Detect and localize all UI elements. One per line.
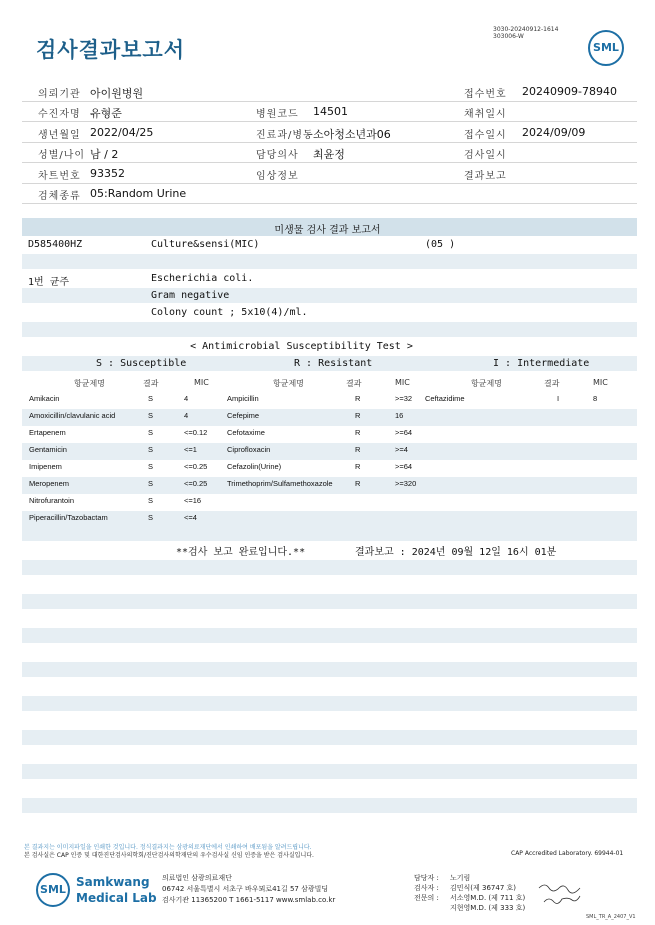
susceptibility-result: S [148, 479, 154, 488]
info-label: 결과보고 [464, 171, 507, 182]
antibiotic-name: Amoxicillin/clavulanic acid [29, 411, 116, 420]
legend-intermediate: I : Intermediate [493, 358, 590, 369]
mic-value: <=4 [184, 513, 197, 522]
info-row [22, 142, 637, 163]
page-title: 검사결과보고서 [36, 38, 186, 62]
info-label: 의뢰기관 [38, 89, 81, 100]
mic-value: <=1 [184, 445, 197, 454]
band [22, 443, 637, 460]
doc-id-line2: 303006-W [493, 33, 524, 40]
info-value: 소아청소년과06 [313, 128, 391, 141]
mic-value: <=0.25 [184, 462, 208, 471]
report-section-title: 미생물 검사 결과 보고서 [274, 225, 381, 236]
susceptibility-result: S [148, 428, 154, 437]
doc-id-line1: 3030-20240912-1614 [493, 26, 559, 33]
info-label: 담당의사 [256, 150, 299, 161]
susceptibility-result: R [355, 479, 361, 488]
antibiotic-name: Imipenem [29, 462, 62, 471]
antibiotic-name: Ciprofloxacin [227, 445, 271, 454]
info-value: 2022/04/25 [90, 126, 154, 139]
org-contact: 검사기관 11365200 T 1661-5117 www.smlab.co.kr [162, 896, 336, 904]
info-row [22, 163, 637, 184]
mic-value: >=64 [395, 428, 413, 437]
info-row [22, 101, 637, 122]
ast-title: < Antimicrobial Susceptibility Test > [190, 341, 413, 352]
ast-header-mic: MIC [194, 378, 209, 387]
band [22, 594, 637, 609]
ast-header-mic: MIC [395, 378, 410, 387]
susceptibility-result: R [355, 462, 361, 471]
info-label: 차트번호 [38, 171, 81, 182]
antibiotic-name: Cefotaxime [227, 428, 265, 437]
antibiotic-name: Meropenem [29, 479, 70, 488]
info-value: 2024/09/09 [522, 126, 586, 139]
ast-header-drug: 항균제명 [471, 379, 502, 388]
info-label: 생년월일 [38, 130, 81, 141]
report-time: 결과보고 : 2024년 09월 12일 16시 01분 [355, 547, 557, 558]
test-code: D585400HZ [28, 239, 83, 250]
antibiotic-name: Ceftazidime [425, 394, 465, 403]
info-label: 병원코드 [256, 109, 299, 120]
antibiotic-name: Ampicillin [227, 394, 259, 403]
info-label: 채취일시 [464, 109, 507, 120]
sml-logo: SML [588, 30, 624, 66]
info-label: 검사일시 [464, 150, 507, 161]
band [22, 254, 637, 269]
susceptibility-result: S [148, 496, 154, 505]
susceptibility-result: S [148, 394, 154, 403]
gram-stain: Gram negative [151, 290, 230, 301]
info-label: 성별/나이 [38, 150, 86, 161]
info-value: 남 / 2 [90, 148, 119, 161]
staff-name: 노기림 [450, 874, 471, 882]
legend-susceptible: S : Susceptible [96, 358, 187, 369]
footer-logo: SML [36, 873, 70, 907]
staff-role: 전문의 : [414, 894, 439, 902]
legend-resistant: R : Resistant [294, 358, 373, 369]
antibiotic-name: Cefazolin(Urine) [227, 462, 282, 471]
info-label: 진료과/병동 [256, 130, 314, 141]
ast-header-result: 결과 [544, 379, 560, 388]
signature-image [536, 880, 586, 910]
info-value: 93352 [90, 167, 125, 180]
completion-message: **검사 보고 완료입니다.** [176, 547, 306, 558]
mic-value: 8 [593, 394, 598, 403]
staff-name: 서소영M.D. (제 711 호) [450, 894, 526, 902]
susceptibility-result: S [148, 513, 154, 522]
staff-name: 김민식(제 36747 호) [450, 884, 516, 892]
band [22, 526, 637, 541]
test-name: Culture&sensi(MIC) [151, 239, 260, 250]
band [22, 730, 637, 745]
antibiotic-name: Trimethoprim/Sulfamethoxazole [227, 479, 333, 488]
info-value: 14501 [313, 105, 348, 118]
mic-value: <=0.12 [184, 428, 208, 437]
info-label: 접수일시 [464, 130, 507, 141]
ast-header-result: 결과 [143, 379, 159, 388]
band [22, 798, 637, 813]
susceptibility-result: R [355, 445, 361, 454]
info-row [22, 183, 637, 204]
info-value: 20240909-78940 [522, 85, 617, 98]
info-row [22, 81, 637, 102]
susceptibility-result: I [557, 394, 560, 403]
band [22, 628, 637, 643]
susceptibility-result: S [148, 445, 154, 454]
test-number: (05 ) [425, 239, 456, 250]
band [22, 560, 637, 575]
band [22, 696, 637, 711]
info-value: 아이원병원 [90, 87, 144, 100]
footer-note-image: 본 결과지는 이미지파일을 인쇄한 것입니다. 정식결과지는 삼광의료재단에서 인쇄하여 배포됨을 알려드립니다. [24, 844, 312, 851]
antibiotic-name: Gentamicin [29, 445, 67, 454]
ast-header-result: 결과 [346, 379, 362, 388]
mic-value: >=64 [395, 462, 413, 471]
staff-name: 지현영M.D. (제 333 호) [450, 904, 526, 912]
susceptibility-result: S [148, 411, 154, 420]
ast-header-drug: 항균제명 [273, 379, 304, 388]
org-address: 06742 서울특별시 서초구 바우뫼로41길 57 삼광빌딩 [162, 885, 329, 893]
info-label: 검체종류 [38, 191, 81, 202]
form-code: SML_TR_A_2407_V1 [586, 914, 636, 920]
info-label: 접수번호 [464, 89, 507, 100]
staff-role: 검사자 : [414, 884, 439, 892]
info-label: 수진자명 [38, 109, 81, 120]
antibiotic-name: Amikacin [29, 394, 60, 403]
band [22, 764, 637, 779]
cap-accreditation: CAP Accredited Laboratory. 69944-01 [511, 850, 624, 857]
ast-header-drug: 항균제명 [74, 379, 105, 388]
ast-header-mic: MIC [593, 378, 608, 387]
mic-value: <=16 [184, 496, 202, 505]
mic-value: 4 [184, 394, 189, 403]
footer-note-cap: 본 검사실은 CAP 인증 및 대한진단검사의학회/진단검사의학재단의 우수검사실 신임 인증을 받은 검사실입니다. [24, 852, 314, 859]
info-value: 05:Random Urine [90, 187, 187, 200]
colony-count: Colony count ; 5x10(4)/ml. [151, 307, 308, 318]
org-name: 의료법인 삼광의료재단 [162, 874, 232, 882]
mic-value: >=4 [395, 445, 408, 454]
info-row [22, 122, 637, 143]
info-value: 유형준 [90, 107, 122, 120]
susceptibility-result: R [355, 411, 361, 420]
antibiotic-name: Nitrofurantoin [29, 496, 75, 505]
staff-role: 담당자 : [414, 874, 439, 882]
organism-label: 1번 균주 [28, 277, 70, 288]
mic-value: >=320 [395, 479, 417, 488]
mic-value: 4 [184, 411, 189, 420]
organism-name: Escherichia coli. [151, 273, 254, 284]
mic-value: 16 [395, 411, 404, 420]
brand-name-2: Medical Lab [76, 891, 157, 905]
antibiotic-name: Piperacillin/Tazobactam [29, 513, 108, 522]
band [22, 662, 637, 677]
susceptibility-result: R [355, 428, 361, 437]
antibiotic-name: Ertapenem [29, 428, 66, 437]
susceptibility-result: S [148, 462, 154, 471]
mic-value: >=32 [395, 394, 413, 403]
mic-value: <=0.25 [184, 479, 208, 488]
band [22, 322, 637, 337]
info-label: 임상정보 [256, 171, 299, 182]
info-value: 최윤정 [313, 148, 345, 161]
band [22, 288, 637, 303]
brand-name-1: Samkwang [76, 875, 150, 889]
susceptibility-result: R [355, 394, 361, 403]
antibiotic-name: Cefepime [227, 411, 260, 420]
